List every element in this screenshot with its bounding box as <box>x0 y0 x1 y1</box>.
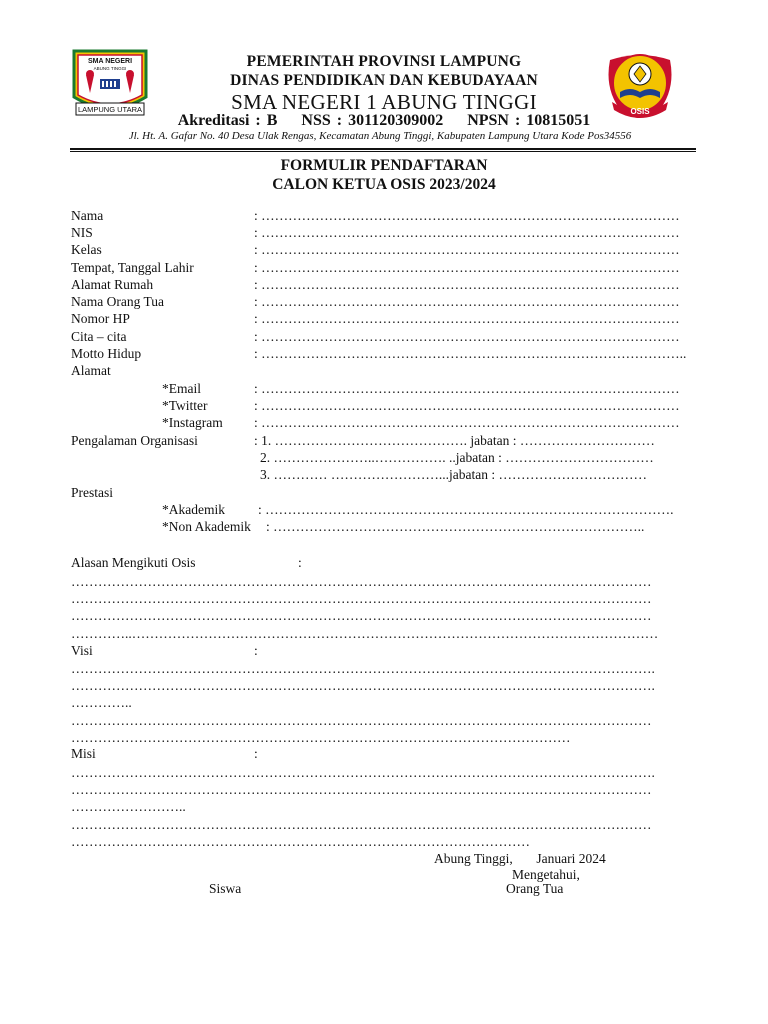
alasan-colon: : <box>298 555 302 570</box>
field-motto-hidup[interactable]: : ………………………………………………………………………………….. <box>254 346 687 361</box>
label-alamat-rumah: Alamat Rumah <box>71 277 154 292</box>
field-organisasi-1[interactable]: : 1. ……………………………………. jabatan : ………………………… <box>254 433 655 448</box>
field-nomor-hp[interactable]: : ………………………………………………………………………………… <box>254 311 680 326</box>
field-misi-line[interactable]: ………………………………………………………………………………………… <box>71 834 530 849</box>
field-misi-line[interactable]: ………………………………………………………………………………………………………………… <box>71 817 652 832</box>
header-department: DINAS PENDIDIKAN DAN KEBUDAYAAN <box>230 72 538 89</box>
field-twitter[interactable]: : ………………………………………………………………………………… <box>254 398 680 413</box>
field-organisasi-3[interactable]: 3. ………… ……………………...jabatan : …………………………… <box>260 467 647 482</box>
label-non-akademik: *Non Akademik <box>162 519 251 534</box>
header-divider <box>70 148 696 150</box>
field-misi-line[interactable]: ………………………………………………………………………………………………………………… <box>71 782 652 797</box>
field-visi-line[interactable]: …………………………………………………………………………………………………………………. <box>71 678 655 693</box>
field-misi-line[interactable]: …………………………………………………………………………………………………………………. <box>71 765 655 780</box>
field-alamat-rumah[interactable]: : ………………………………………………………………………………… <box>254 277 680 292</box>
label-cita-cita: Cita – cita <box>71 329 127 344</box>
field-misi-line[interactable]: …………………….. <box>71 799 186 814</box>
mengetahui-label: Mengetahui, <box>512 867 580 882</box>
misi-colon: : <box>254 746 258 761</box>
label-nomor-hp: Nomor HP <box>71 311 130 326</box>
label-alasan: Alasan Mengikuti Osis <box>71 555 196 570</box>
field-instagram[interactable]: : ………………………………………………………………………………… <box>254 415 680 430</box>
signature-siswa: Siswa <box>209 881 242 896</box>
field-nis[interactable]: : ………………………………………………………………………………… <box>254 225 680 240</box>
logo-left-sub-text: ABUNG TINGGI <box>93 66 127 71</box>
field-organisasi-2[interactable]: 2. …………………..……………. ..jabatan : …………………………… <box>260 450 654 465</box>
field-ttl[interactable]: : ………………………………………………………………………………… <box>254 260 680 275</box>
field-cita-cita[interactable]: : ………………………………………………………………………………… <box>254 329 680 344</box>
label-kelas: Kelas <box>71 242 102 257</box>
school-logo <box>70 47 150 119</box>
header-government: PEMERINTAH PROVINSI LAMPUNG <box>246 53 522 70</box>
header-school-name: SMA NEGERI 1 ABUNG TINGGI <box>231 90 537 114</box>
field-kelas[interactable]: : ………………………………………………………………………………… <box>254 242 680 257</box>
field-email[interactable]: : ………………………………………………………………………………… <box>254 381 680 396</box>
form-subtitle: CALON KETUA OSIS 2023/2024 <box>272 176 496 193</box>
header-address: Jl. Ht. A. Gafar No. 40 Desa Ulak Rengas, Kecamatan Abung Tinggi, Kabupaten Lampung Utara Kode Pos34556 <box>128 130 632 142</box>
field-visi-line[interactable]: ………………………………………………………………………………………………… <box>71 730 571 745</box>
form-title: FORMULIR PENDAFTARAN <box>280 157 488 174</box>
label-nama-orang-tua: Nama Orang Tua <box>71 294 164 309</box>
field-visi-line[interactable]: ………………………………………………………………………………………………………………… <box>71 713 652 728</box>
field-alasan-line[interactable]: ………………………………………………………………………………………………………………… <box>71 591 652 606</box>
header-divider-thin <box>70 151 696 152</box>
label-email: *Email <box>162 381 201 396</box>
label-instagram: *Instagram <box>162 415 223 430</box>
field-alasan-line[interactable]: …………..……………………………………………………………………………………………………… <box>71 626 659 641</box>
field-akademik[interactable]: : ………………………………………………………………………………. <box>258 502 674 517</box>
visi-colon: : <box>254 643 258 658</box>
label-nama: Nama <box>71 208 104 223</box>
logo-left-top-text: SMA NEGERI <box>87 58 133 65</box>
field-alasan-line[interactable]: ………………………………………………………………………………………………………………… <box>71 608 652 623</box>
place-date: Abung Tinggi, Januari 2024 <box>434 851 606 866</box>
label-ttl: Tempat, Tanggal Lahir <box>71 260 194 275</box>
header-accreditation: Akreditasi : B NSS : 301120309002 NPSN : 10815051 <box>177 112 591 129</box>
label-akademik: *Akademik <box>162 502 225 517</box>
label-prestasi: Prestasi <box>71 485 113 500</box>
label-pengalaman-organisasi: Pengalaman Organisasi <box>71 433 198 448</box>
logo-left-bottom-text: LAMPUNG UTARA <box>77 105 143 114</box>
field-nama[interactable]: : ………………………………………………………………………………… <box>254 208 680 223</box>
field-non-akademik[interactable]: : ……………………………………………………………………….. <box>266 519 645 534</box>
label-motto-hidup: Motto Hidup <box>71 346 142 361</box>
label-nis: NIS <box>71 225 93 240</box>
label-alamat: Alamat <box>71 363 111 378</box>
label-misi: Misi <box>71 746 96 761</box>
logo-right-text: OSIS <box>630 107 650 116</box>
signature-orang-tua: Orang Tua <box>506 881 564 896</box>
label-visi: Visi <box>71 643 93 658</box>
field-nama-orang-tua[interactable]: : ………………………………………………………………………………… <box>254 294 680 309</box>
label-twitter: *Twitter <box>162 398 208 413</box>
field-visi-line[interactable]: …………………………………………………………………………………………………………………. <box>71 661 655 676</box>
field-alasan-line[interactable]: ………………………………………………………………………………………………………………… <box>71 574 652 589</box>
field-visi-line[interactable]: ………….. <box>71 695 132 710</box>
